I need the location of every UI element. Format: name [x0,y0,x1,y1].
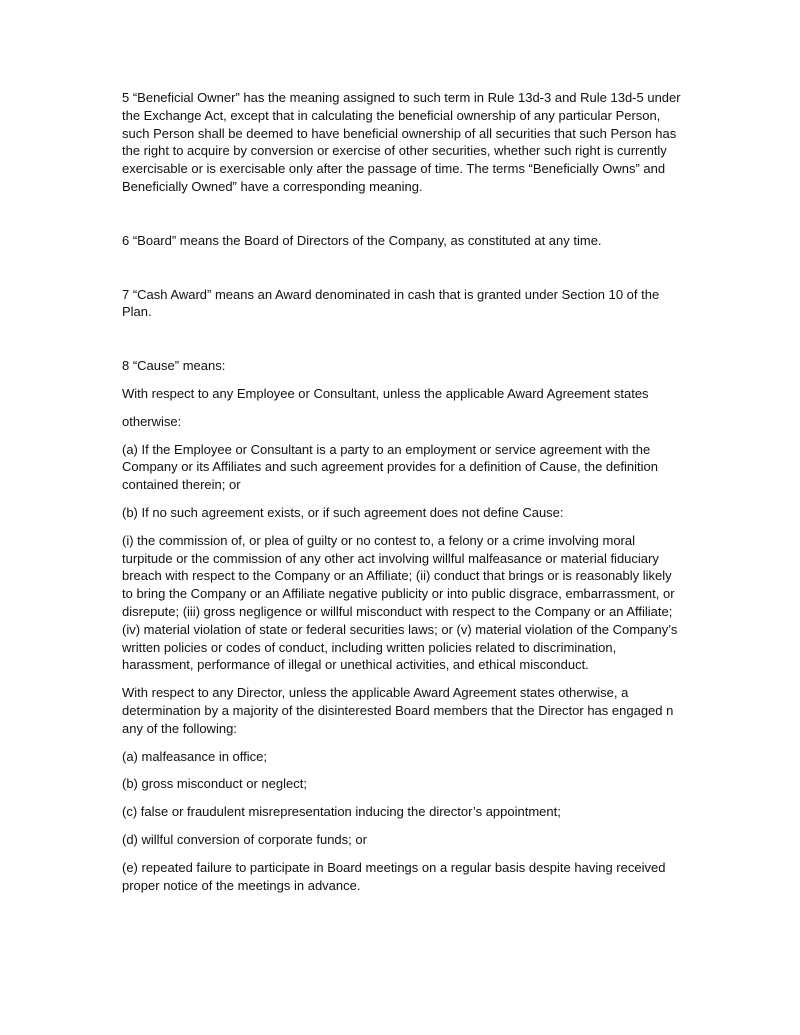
definition-cause-heading: 8 “Cause” means: [122,358,226,374]
cause-employee-intro-continued: otherwise: [122,413,182,429]
cause-employee-intro: With respect to any Employee or Consultant, unless the applicable Award Agreement states [122,385,649,401]
cause-director-clause-d: (d) willful conversion of corporate funds; or [122,831,367,847]
cause-director-clause-a: (a) malfeasance in office; [122,748,267,764]
cause-director-clause-b: (b) gross misconduct or neglect; [122,776,307,792]
document-body [122,89,682,894]
cause-director-clause-e: (e) repeated failure to participate in Board meetings on a regular basis despite having received proper notice of the meetings in advance. [122,859,666,893]
cause-director-intro: With respect to any Director, unless the applicable Award Agreement states otherwise, a determination by a majority of the disinterested Board members that the Director has engaged n any of the following: [122,685,674,736]
definition-board: 6 “Board” means the Board of Directors of the Company, as constituted at any time. [122,232,602,248]
cause-director-clause-c: (c) false or fraudulent misrepresentation inducing the director’s appointment; [122,804,561,820]
cause-employee-clause-a: (a) If the Employee or Consultant is a party to an employment or service agreement with the Company or its Affiliates and such agreement provides for a definition of Cause, the definition contained therein; or [122,441,658,493]
definition-beneficial-owner: 5 “Beneficial Owner” has the meaning assigned to such term in Rule 13d-3 and Rule 13d-5 under the Exchange Act, except that in calculating the beneficial ownership of any particular Person, such Person shall be deemed to have beneficial ownership of all securities that such Person has the right to acquire by conversion or exercise of other securities, whether such right is currently exercisable or is exercisable only after the passage of time. The terms “Beneficially Owns” and Beneficially Owned” have a corresponding meaning. [122,90,681,194]
cause-employee-clause-b-items: (i) the commission of, or plea of guilty or no contest to, a felony or a crime involving moral turpitude or the commission of any other act involving willful malfeasance or material fiduciary breach with respect to the Company or an Affiliate; (ii) conduct that brings or is reasonably likely to bring the Company or an Affiliate negative publicity or into public disgrace, embarrassment, or disrepute; (iii) gross negligence or willful misconduct with respect to the Company or an Affiliate; (iv) material violation of state or federal securities laws; or (v) material violation of the Company’s written policies or codes of conduct, including written policies related to discrimination, harassment, performance of illegal or unethical activities, and ethical misconduct. [122,532,678,673]
cause-employee-clause-b: (b) If no such agreement exists, or if such agreement does not define Cause: [122,504,564,520]
definition-cash-award: 7 “Cash Award” means an Award denominated in cash that is granted under Section 10 of the Plan. [122,286,660,320]
